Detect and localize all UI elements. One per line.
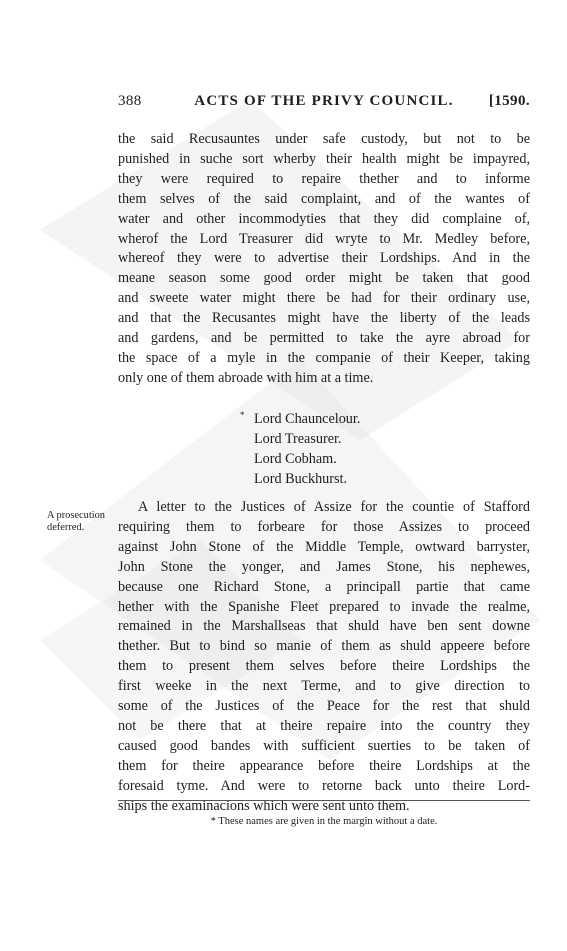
signatory: Lord Treasurer. — [254, 431, 342, 447]
text-line: A letter to the Justices of Assize for the countie of Stafford — [138, 499, 530, 515]
text-line: because one Richard Stone, a principall partie that came — [118, 578, 530, 595]
paragraph-recusants — [118, 130, 530, 389]
text-line: them for theire appearance before theire Lordships at the — [118, 757, 530, 774]
text-line: hether with the Spanishe Fleet prepared to invade the realme, — [118, 598, 530, 615]
text-line: John Stone the yonger, and James Stone, his nephewes, — [118, 558, 530, 575]
header-year: [1590. — [488, 93, 530, 109]
paragraph-letter — [118, 498, 530, 817]
text-line: and that the Recusantes might have the liberty of the leads — [118, 310, 530, 327]
text-line: ships the examinacions which were sent unto them. — [118, 797, 410, 814]
text-line: punished in suche sort wherby their health might be impayred, — [118, 150, 530, 167]
text-line: against John Stone of the Middle Temple, owtward barryster, — [118, 538, 530, 555]
signatories-list — [240, 405, 360, 489]
footnote-divider — [118, 800, 530, 801]
signatory: Lord Buckhurst. — [254, 471, 347, 487]
running-title: ACTS OF THE PRIVY COUNCIL. — [194, 93, 454, 109]
text-line: requiring them to forbeare for those Assizes to proceed — [118, 518, 530, 535]
text-line: and sweete water might there be had for their ordinary use, — [118, 290, 530, 307]
margin-note-line: deferred. — [47, 522, 85, 533]
text-line: foresaid tyme. And were to retorne back unto theire Lord- — [118, 777, 530, 794]
text-line: wherof the Lord Treasurer did wryte to Mr. Medley before, — [118, 230, 530, 247]
text-line: water and other incommodyties that they did complaine of, — [118, 210, 530, 227]
text-line: meane season some good order might be taken that good — [118, 270, 530, 287]
text-line: they were required to repaire thether and to informe — [118, 170, 530, 187]
text-line: only one of them abroade with him at a time. — [118, 369, 374, 386]
page-number: 388 — [118, 93, 142, 109]
text-line: some of the Justices of the Peace for the rest that shuld — [118, 698, 530, 715]
text-line: caused good bandes with sufficient suerties to be taken of — [118, 737, 530, 754]
page-header — [118, 93, 530, 115]
footnote: * These names are given in the margin without a date. — [210, 816, 438, 827]
text-line: first weeke in the next Terme, and to give direction to — [118, 678, 530, 695]
text-line: the space of a myle in the companie of their Keeper, taking — [118, 349, 530, 366]
text-line: and gardens, and be permitted to take the ayre abroad for — [118, 330, 530, 347]
margin-note — [47, 510, 117, 534]
signatory: Lord Cobham. — [254, 451, 337, 467]
text-line: the said Recusauntes under safe custody, but not to be — [118, 131, 530, 147]
text-line: thether. But to bind so manie of them as shuld appeere before — [118, 638, 530, 655]
margin-note-line: A prosecution — [47, 510, 106, 521]
text-line: not be there that at theire repaire into the country they — [118, 717, 530, 734]
text-line: them to present them selves before theire Lordships the — [118, 658, 530, 675]
text-line: remained in the Marshallseas that shuld have ben sent downe — [118, 618, 530, 635]
signatory: * Lord Chauncelour. — [240, 405, 360, 429]
footnote-marker: * — [240, 410, 245, 420]
text-line: them selves of the said complaint, and of the wantes of — [118, 190, 530, 207]
text-line: whereof they were to advertise their Lordships. And in the — [118, 250, 530, 267]
